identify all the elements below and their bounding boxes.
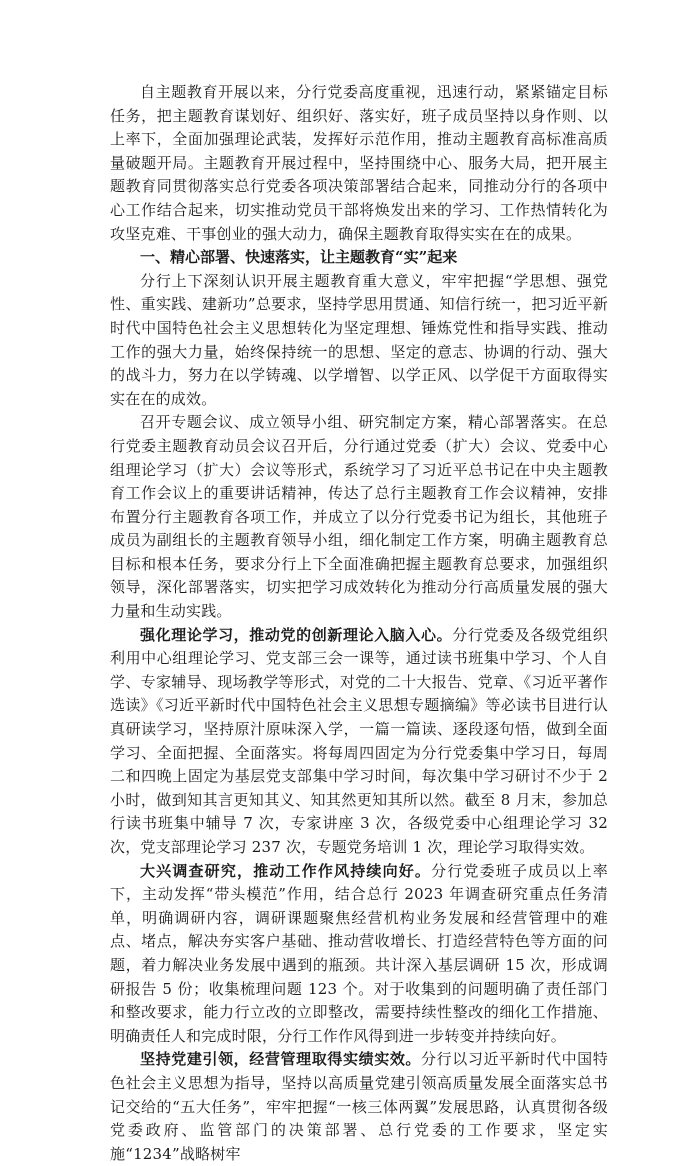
body-paragraph-understanding: 分行上下深刻认识开展主题教育重大意义，牢牢把握“学思想、强党性、重实践、建新功”总要求，坚持学思用贯通、知信行统一，把习近平新时代中国特色社会主义思想转化为坚定理想、锤炼党性和指导实践、推动工作的强大力量，始终保持统一的思想、坚定的意志、协调的行动、强大的战斗力，努力在以学铸魂、以学增智、以学正风、以学促干方面取得实实在在的成效。 [110,271,608,408]
body-paragraph-meetings: 召开专题会议、成立领导小组、研究制定方案，精心部署落实。在总行党委主题教育动员会议召开后，分行通过党委（扩大）会议、党委中心组理论学习（扩大）会议等形式，系统学习了习近平总书记在中央主题教育工作会议上的重要讲话精神，传达了总行主题教育工作会议精神，安排布置分行主题教育各项工作，并成立了以分行党委书记为组长，其他班子成员为副组长的主题教育领导小组，细化制定工作方案，明确主题教育总目标和根本任务，要求分行上下全面准确把握主题教育总要求，加强组织领导，深化部署落实，切实把学习成效转化为推动分行高质量发展的强大力量和生动实践。 [110,413,608,621]
text-theory-study: 分行党委及各级党组织利用中心组理论学习、党支部三会一课等，通过读书班集中学习、个人自学、专家辅导、现场教学等形式，对党的二十大报告、党章、《习近平著作选读》《习近平新时代中国特色社会主义思想专题摘编》等必读书目进行认真研读学习，坚持原汁原味深入学，一篇一篇读、逐段逐句悟，做到全面学习、全面把握、全面落实。将每周四固定为分行党委集中学习日，每周二和四晚上固定为基层党支部集中学习时间，每次集中学习研讨不少于 2 小时，做到知其言更知其义、知其然更知其所以然。截至 8 月末，参加总行读书班集中辅导 7 次，专家讲座 3 次，各级党委中心组理论学习 32 次，党支部理论学习 237 次，专题党务培训 1 次，理论学习取得实效。 [110,625,608,856]
lead-theory-study: 强化理论学习，推动党的创新理论入脑入心。 [140,625,453,644]
paragraph-research [110,860,608,1049]
section-heading: 一、精心部署、快速落实，让主题教育“实”起来 [140,248,458,267]
text-party-building: 分行以习近平新时代中国特色社会主义思想为指导，坚持以高质量党建引领高质量发展全面落实总书记交给的“五大任务”，牢牢把握“一核三体两翼”发展思路，认真贯彻各级党委政府、监管部门的决策部署、总行党委的工作要求，坚定实施“1234”战略树牢 [110,1050,608,1163]
paragraph-party-building [110,1048,608,1166]
paragraph-theory-study [110,624,608,860]
lead-research: 大兴调查研究，推动工作作风持续向好。 [140,861,432,880]
lead-party-building: 坚持党建引领，经营管理取得实绩实效。 [140,1050,422,1069]
intro-paragraph: 自主题教育开展以来，分行党委高度重视，迅速行动，紧紧锚定目标任务，把主题教育谋划好、组织好、落实好，班子成员坚持以身作则、以上率下，全面加强理论武装，发挥好示范作用，推动主题教育高标准高质量破题开局。主题教育开展过程中，坚持围绕中心、服务大局，把开展主题教育同贯彻落实总行党委各项决策部署结合起来，同推动分行的各项中心工作结合起来，切实推动党员干部将焕发出来的学习、工作热情转化为攻坚克难、干事创业的强大动力，确保主题教育取得实实在在的成果。 [110,83,608,243]
text-research: 分行党委班子成员以上率下，主动发挥“带头模范”作用，结合总行 2023 年调查研究重点任务清单，明确调研内容，调研课题聚焦经营机构业务发展和经营管理中的难点、堵点，解决夯实客户基础、推动营收增长、打造经营特色等方面的问题，着力解决业务发展中遇到的瓶颈。共计深入基层调研 15 次，形成调研报告 5 份；收集梳理问题 123 个。对于收集到的问题明确了责任部门和整改要求，能力行立改的立即整改，需要持续性整改的细化工作措施、明确责任人和完成时限，分行工作作风得到进一步转变并持续向好。 [110,861,609,1045]
